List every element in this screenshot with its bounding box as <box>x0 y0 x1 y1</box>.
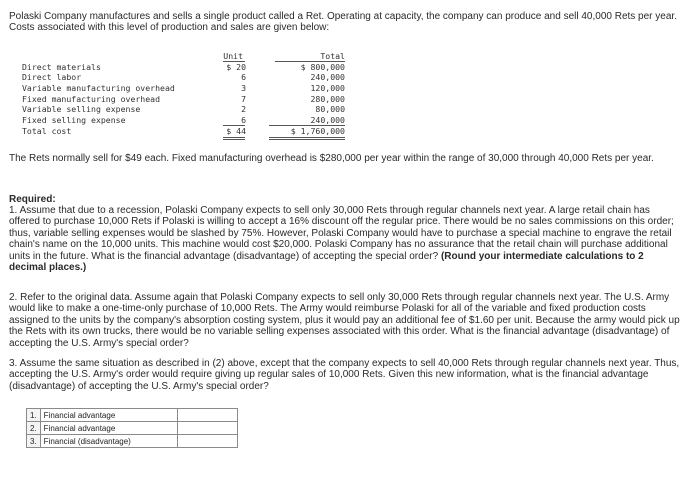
cost-row-unit: 3 <box>241 83 246 94</box>
header-unit-underline <box>223 61 245 62</box>
answer-input[interactable] <box>177 409 237 422</box>
total-total-double-rule <box>269 137 345 140</box>
cost-row-total: 80,000 <box>315 104 345 115</box>
answer-input[interactable] <box>177 422 237 435</box>
answer-row <box>27 435 238 448</box>
answer-row-label: Financial advantage <box>40 422 177 435</box>
answer-row-number: 3. <box>27 435 41 448</box>
answer-row-label: Financial (disadvantage) <box>40 435 177 448</box>
answer-table <box>26 408 238 448</box>
answer-row-number: 1. <box>27 409 41 422</box>
answer-row-number: 2. <box>27 422 41 435</box>
answer-row-label: Financial advantage <box>40 409 177 422</box>
cost-row-unit: 7 <box>241 93 246 104</box>
requirement-2: 2. Refer to the original data. Assume again that Polaski Company expects to sell only 30,000 Rets through regular channels next year. The U.S. Army would like to make a one-time-only purchase of 10,000 Rets. The Army would reimburse Polaski for all of the variable and fixed production costs assigned to the units by the company's absorption costing system, plus it would pay an additional fee of $1.60 per unit. Because the army would pick up the Rets with its own trucks, there would be no variable selling expenses associated with this order. What is the financial advantage (disadvantage) of accepting the U.S. Army's special order? <box>9 292 680 349</box>
cost-row-unit: 6 <box>241 72 246 83</box>
cost-row-total: 120,000 <box>310 83 345 94</box>
cost-row-unit: 6 <box>241 115 246 126</box>
answer-row <box>27 422 238 435</box>
required-heading: Required: <box>9 194 56 205</box>
cost-row-label: Fixed manufacturing overhead <box>22 93 161 104</box>
answer-row <box>27 409 238 422</box>
answer-input[interactable] <box>177 435 237 448</box>
rounding-instruction: (Round your intermediate calculations to 2 decimal places.) <box>9 250 644 274</box>
selling-price-paragraph: The Rets normally sell for $49 each. Fixed manufacturing overhead is $280,000 per year within the range of 30,000 through 40,000 Rets per year. <box>9 153 654 164</box>
cost-row-total: 240,000 <box>310 115 345 126</box>
header-total-underline <box>275 61 345 62</box>
intro-paragraph: Polaski Company manufactures and sells a single product called a Ret. Operating at capacity, the company can produce and sell 40,000 Rets per year. Costs associated with this level of production and sales are given below: <box>9 11 677 34</box>
cost-row-label: Fixed selling expense <box>22 115 126 126</box>
requirement-1-text: 1. Assume that due to a recession, Polaski Company expects to sell only 30,000 Rets through regular channels next year. A large retail chain has offered to purchase 10,000 Rets if Polaski is willing to accept a 16% discount off the regular price. There would be no sales commissions on this order; thus, variable selling expenses would be slashed by 75%. However, Polaski Company would have to purchase a special machine to engrave the retail chain's name on the 10,000 units. This machine would cost $20,000. Polaski Company has no assurance that the retail chain will purchase additional units in the future. What is the financial advantage (disadvantage) of accepting the special order? <box>9 205 674 262</box>
total-unit-double-rule <box>223 137 245 140</box>
total-cost-total: $ 1,760,000 <box>290 125 345 136</box>
total-unit-rule <box>223 125 245 126</box>
cost-row-unit: 2 <box>241 104 246 115</box>
requirement-3: 3. Assume the same situation as described in (2) above, except that the company expects to sell 40,000 Rets through regular channels next year. Thus, accepting the U.S. Army's order would require giving up regular sales of 10,000 Rets. Given this new information, what is the financial advantage (disadvantage) of accepting the U.S. Army's special order? <box>9 358 680 392</box>
total-cost-unit: $ 44 <box>226 125 246 136</box>
cost-row-total: $ 800,000 <box>300 61 345 72</box>
cost-row-total: 280,000 <box>310 93 345 104</box>
requirement-1 <box>9 205 681 273</box>
cost-row-label: Variable selling expense <box>22 104 141 115</box>
cost-row-label: Direct materials <box>22 61 101 72</box>
cost-row-unit: $ 20 <box>226 61 246 72</box>
cost-row-label: Direct labor <box>22 72 82 83</box>
unit-column-header: Unit <box>223 51 243 61</box>
total-cost-label: Total cost <box>22 125 72 136</box>
total-total-rule <box>269 125 345 126</box>
cost-row-label: Variable manufacturing overhead <box>22 83 175 94</box>
cost-row-total: 240,000 <box>310 72 345 83</box>
total-column-header: Total <box>320 51 345 61</box>
